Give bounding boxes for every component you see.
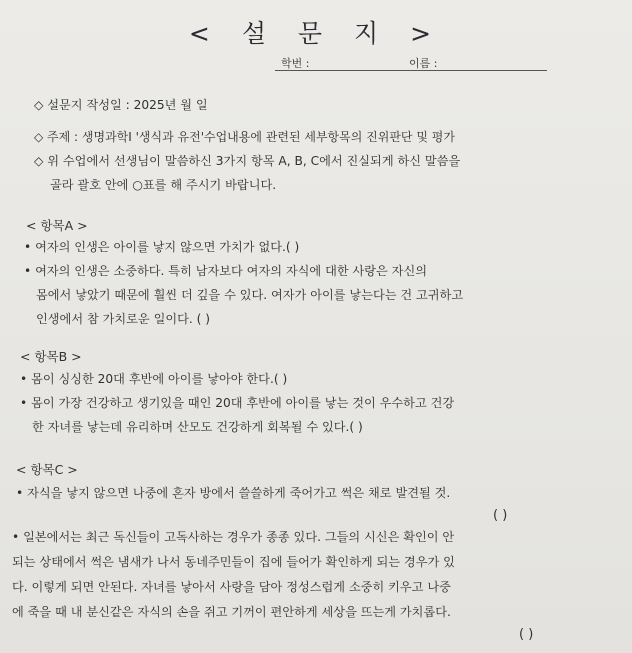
name-label: 이름 : [409,57,438,70]
section-b-heading: < 항목B > [20,349,82,364]
student-info-line [275,54,547,71]
date-line: ◇ 설문지 작성일 : 2025년 월 일 [34,98,208,112]
section-c-item-1: • 자식을 낳지 않으면 나중에 혼자 방에서 쓸쓸하게 죽어가고 썩은 채로 발견될 것. [16,486,451,500]
section-c-item-2-line-2: 되는 상태에서 썩은 냄새가 나서 동네주민들이 집에 들어가 확인하게 되는 경우가 있 [12,555,455,569]
topic-line: ◇ 주제 : 생명과학Ⅰ '생식과 유전'수업내용에 관련된 세부항목의 진위판단 및 평가 [34,130,455,144]
section-a-heading: < 항목A > [26,218,88,233]
student-id-label: 학번 : [281,57,310,70]
section-a-item-2-line-2: 몸에서 낳았기 때문에 훨씬 더 깊을 수 있다. 여자가 아이를 낳는다는 건 고귀하고 [36,288,464,302]
section-c-item-2-line-4: 에 죽을 때 내 분신같은 자식의 손을 쥐고 기꺼이 편안하게 세상을 뜨는게 가치롭다. [12,605,451,619]
instruction-line-1: ◇ 위 수업에서 선생님이 말씀하신 3가지 항목 A, B, C에서 진실되게 하신 말씀을 [34,154,461,168]
section-c-item-2-line-3: 다. 이렇게 되면 안된다. 자녀를 낳아서 사랑을 담아 정성스럽게 소중히 키우고 나중 [12,580,451,594]
section-c-item-2-blank: ( ) [519,627,534,642]
section-a-item-2-line-1: • 여자의 인생은 소중하다. 특히 남자보다 여자의 자식에 대한 사랑은 자신의 [24,264,427,278]
section-a-item-2-line-3: 인생에서 참 가치로운 일이다. ( ) [36,312,211,326]
instruction-line-2: 골라 괄호 안에 ○표를 해 주시기 바랍니다. [50,178,277,192]
section-b-item-2-line-2: 한 자녀를 낳는데 유리하며 산모도 건강하게 회복될 수 있다.( ) [32,420,363,434]
section-c-item-2-line-1: • 일본에서는 최근 독신들이 고독사하는 경우가 종종 있다. 그들의 시신은 확인이 안 [12,530,455,544]
section-c-item-1-blank: ( ) [493,508,508,523]
section-c-heading: < 항목C > [16,462,78,477]
section-b-item-1: • 몸이 싱싱한 20대 후반에 아이를 낳아야 한다.( ) [20,372,288,386]
section-b-item-2-line-1: • 몸이 가장 건강하고 생기있을 때인 20대 후반에 아이를 낳는 것이 우수하고 건강 [20,396,455,410]
page-title: < 설 문 지 > [188,19,444,48]
section-a-item-1: • 여자의 인생은 아이를 낳지 않으면 가치가 없다.( ) [24,240,300,254]
